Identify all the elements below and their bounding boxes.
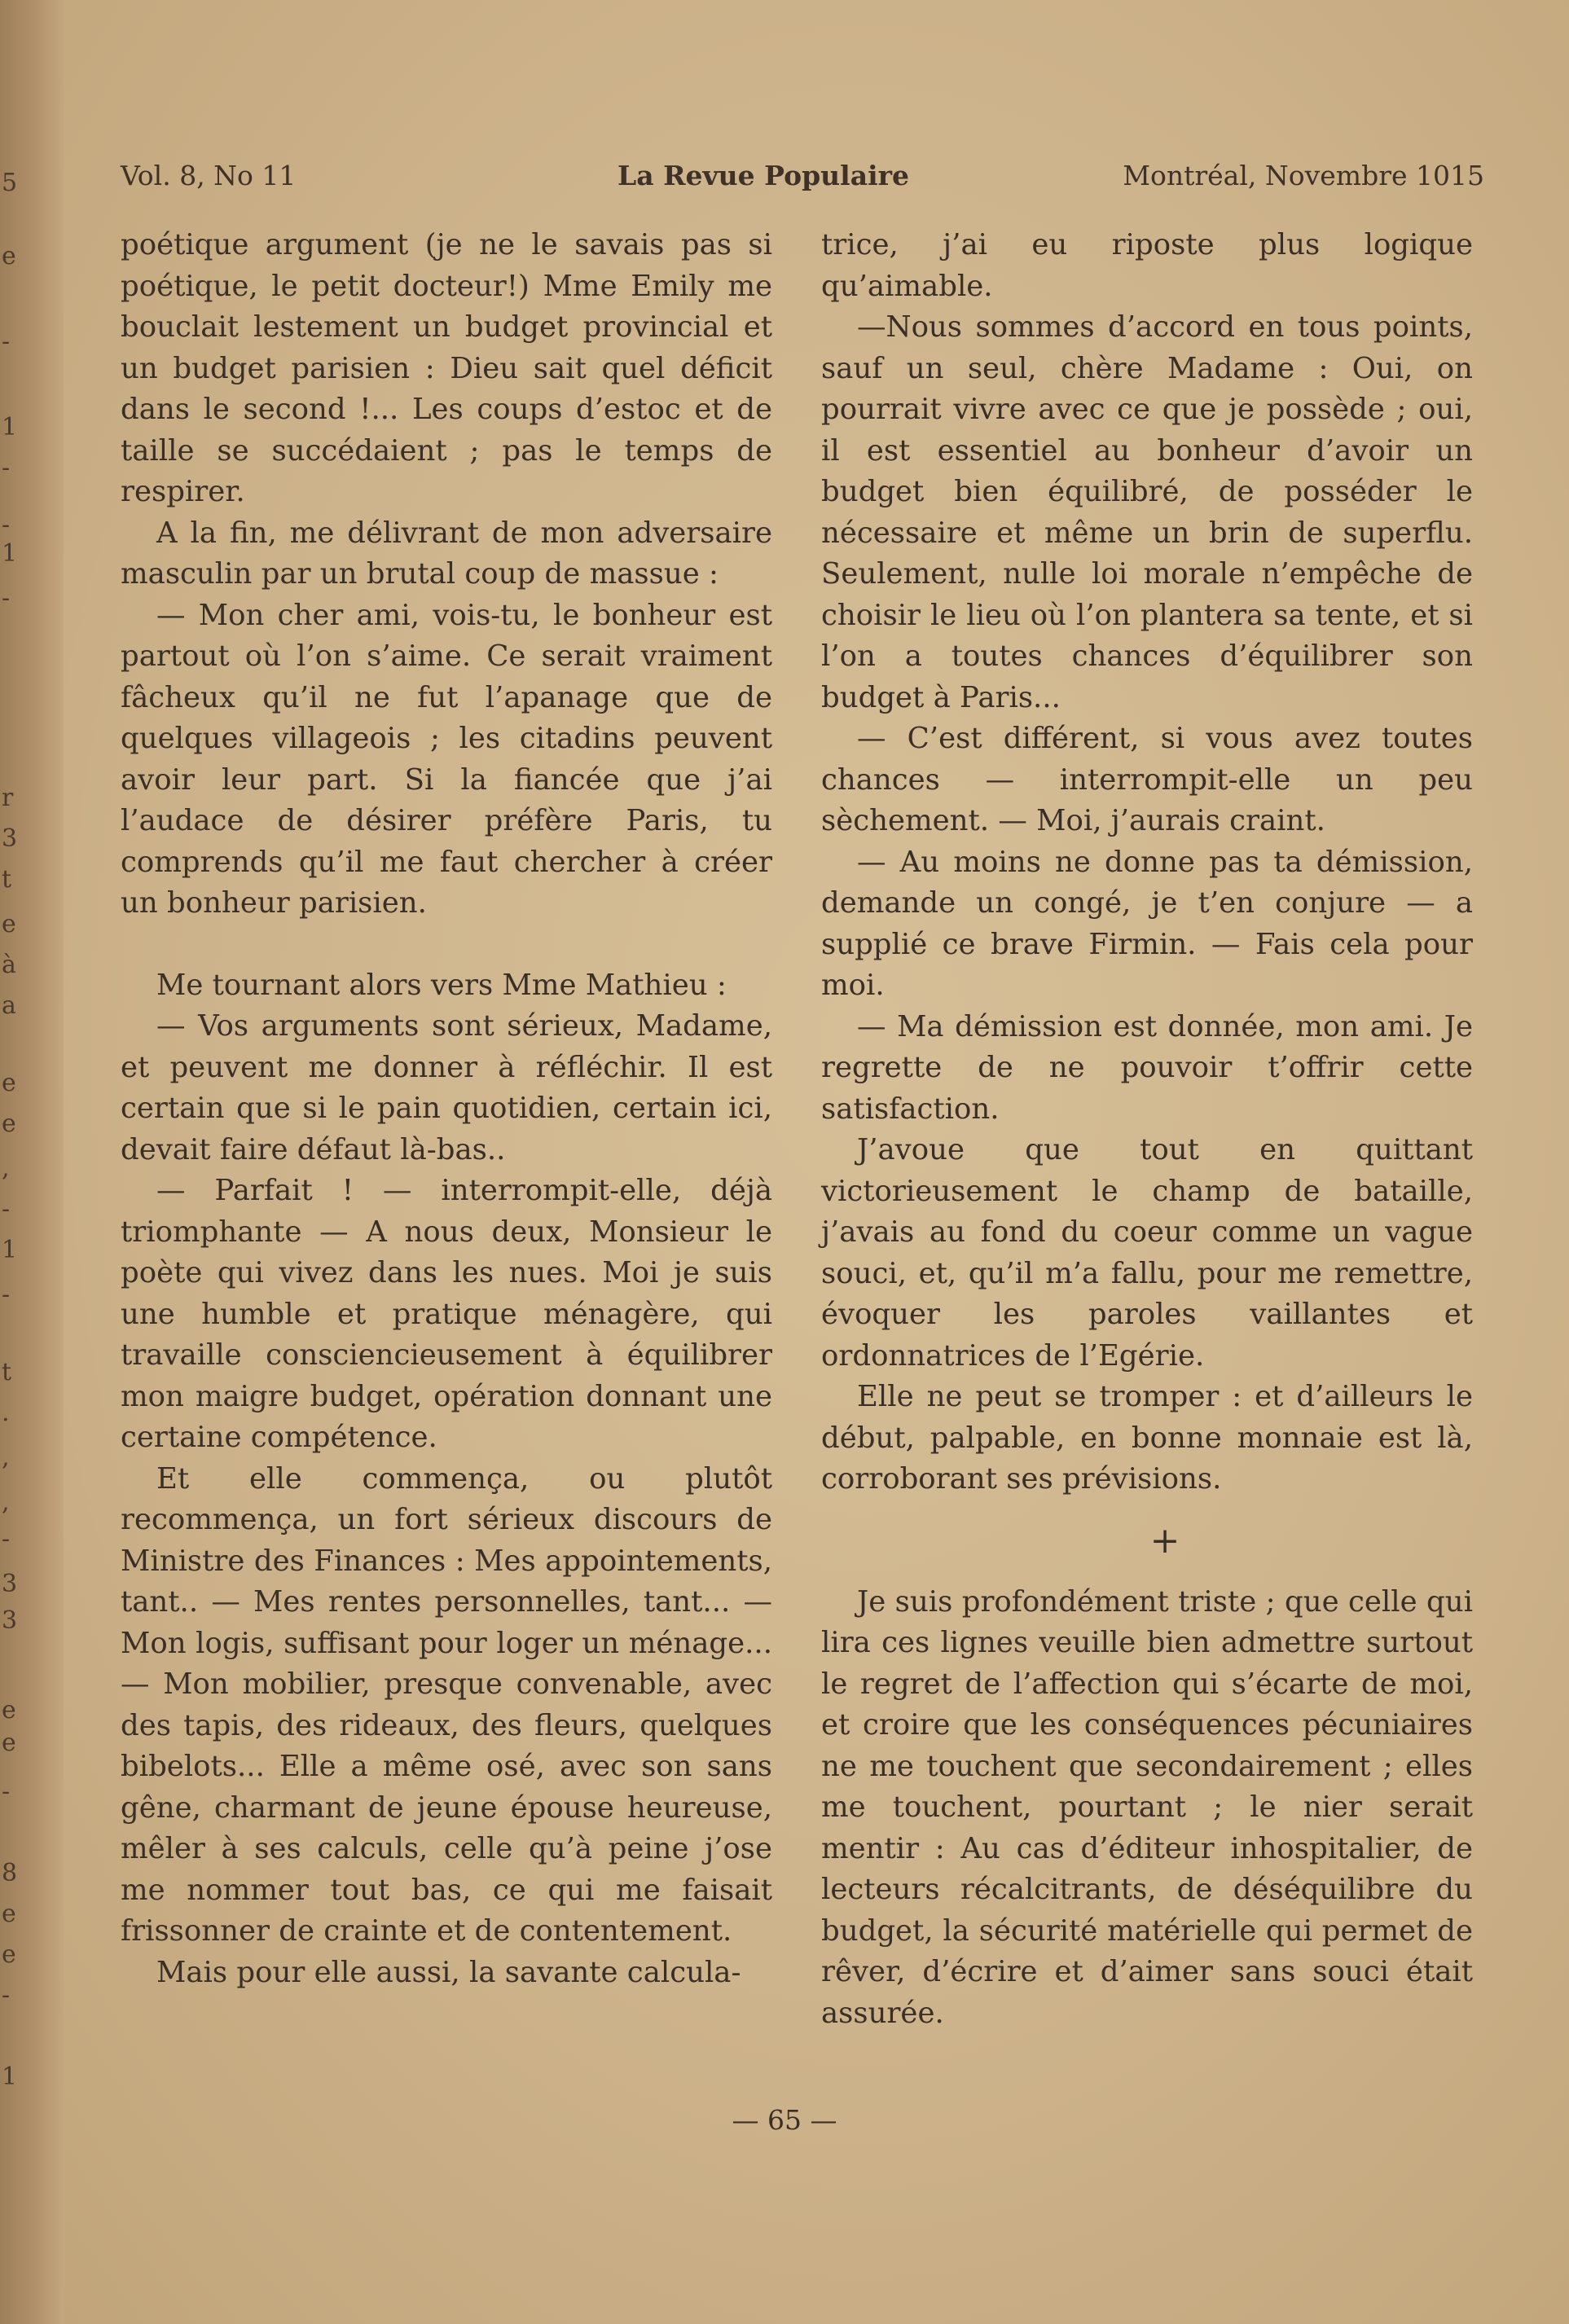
gutter-letter: a: [2, 991, 16, 1020]
gutter-letter: e: [2, 1069, 16, 1097]
gutter-letter: e: [2, 242, 16, 270]
paragraph: — Mon cher ami, vois-tu, le bonheur est partout où l’on s’aime. Ce serait vraiment fâcheux qu’il ne fut l’apanage que de quelques villageois ; les citadins peuvent avoir leur part. Si la fiancée que j’ai l’audace de désirer préfère Paris, tu comprends qu’il me faut chercher à créer un bonheur parisien.: [121, 598, 772, 920]
paragraph: — C’est différent, si vous avez toutes chances — interrompit-elle un peu sèchement. — Moi, j’aurais craint.: [821, 722, 1473, 837]
paragraph: Et elle commença, ou plutôt recommença, un fort sérieux discours de Ministre des Finances : Mes appointements, tant.. — Mes rentes personnelles, tant... — Mon logis, suffisant pour loger un ménage... — Mon mobilier, presque convenable, avec des tapis, des rideaux, des fleurs, quelques bibelots... Elle a même osé, avec son sans gêne, charmant de jeune épouse heureuse, mêler à ses calculs, celle qu’à peine j’ose me nommer tout bas, ce qui me faisait frissonner de crainte et de contentement.: [121, 1461, 772, 1948]
gutter-letter: 3: [2, 1606, 18, 1635]
paragraph: poétique argument (je ne le savais pas si poétique, le petit docteur!) Mme Emily me bouclait lestement un budget provincial et un budget parisien : Dieu sait quel déficit dans le second !... Les coups d’estoc et de taille se succédaient ; pas le temps de respirer.: [121, 228, 772, 508]
paragraph: — Ma démission est donnée, mon ami. Je regrette de ne pouvoir t’offrir cette satisfaction.: [821, 1009, 1473, 1126]
gutter-letter: 1: [2, 539, 18, 568]
gutter-letter: -: [2, 1281, 11, 1309]
gutter-letter: -: [2, 454, 11, 482]
gutter-letter: -: [2, 1195, 11, 1224]
paragraph: trice, j’ai eu riposte plus logique qu’aimable.: [821, 228, 1473, 303]
place-and-date: Montréal, Novembre 1015: [1123, 160, 1484, 191]
paragraph: —Nous sommes d’accord en tous points, sauf un seul, chère Madame : Oui, on pourrait vivre avec ce que je possède ; oui, il est essentiel au bonheur d’avoir un budget bien équilibré, de posséder le nécessaire et même un brin de superflu. Seulement, nulle loi morale n’empêche de choisir le lieu où l’on plantera sa tente, et si l’on a toutes chances d’équilibrer son budget à Paris...: [821, 310, 1473, 714]
paragraph: Elle ne peut se tromper : et d’ailleurs le début, palpable, en bonne monnaie est là, corroborant ses prévisions.: [821, 1380, 1473, 1496]
gutter-letter: e: [2, 910, 16, 938]
gutter-letter: -: [2, 511, 11, 539]
page-number: — 65 —: [732, 2104, 837, 2136]
gutter-letter: 1: [2, 1236, 18, 1264]
paragraph: Je suis profondément triste ; que celle qui lira ces lignes veuille bien admettre surtout le regret de l’affection qui s’écarte de moi, et croire que les conséquences pécuniaires ne me touchent que secondairement ; elles me touchent, pourtant ; le nier serait mentir : Au cas d’éditeur inhospitalier, de lecteurs récalcitrants, de déséquilibre du budget, la sécurité matérielle qui permet de rêver, d’écrire et d’aimer sans souci était assurée.: [821, 1584, 1473, 2030]
magazine-title: La Revue Populaire: [617, 160, 909, 191]
volume-number: Vol. 8, No 11: [121, 160, 297, 191]
gutter-letter: -: [2, 584, 11, 613]
paragraph: Me tournant alors vers Mme Mathieu :: [156, 968, 727, 1002]
gutter-letter: e: [2, 1940, 16, 1969]
gutter-letter: -: [2, 1777, 11, 1806]
gutter-letter: e: [2, 1729, 16, 1757]
gutter-letter: -: [2, 327, 11, 356]
paragraph: — Au moins ne donne pas ta démission, demande un congé, je t’en conjure — a supplié ce brave Firmin. — Fais cela pour moi.: [821, 845, 1473, 1002]
paragraph: — Parfait ! — interrompit-elle, déjà triomphante — A nous deux, Monsieur le poète qui vivez dans les nues. Moi je suis une humble et pratique ménagère, qui travaille consciencieusement à équilibrer mon maigre budget, opération donnant une certaine compétence.: [121, 1174, 772, 1454]
gutter-letter: 5: [2, 169, 18, 197]
right-text-column: [821, 225, 1473, 2034]
gutter-letter: e: [2, 1696, 16, 1724]
gutter-letter: 8: [2, 1859, 18, 1887]
paragraph: J’avoue que tout en quittant victorieusement le champ de bataille, j’avais au fond du coeur comme un vague souci, et, qu’il m’a fallu, pour me remettre, évoquer les paroles vaillantes et ordonnatrices de l’Egérie.: [821, 1133, 1473, 1373]
gutter-letter: e: [2, 1900, 16, 1928]
gutter-letter: ,: [2, 1443, 10, 1472]
gutter-letter: -: [2, 1525, 11, 1553]
gutter-letter: 1: [2, 2063, 18, 2091]
paragraph: — Vos arguments sont sérieux, Madame, et peuvent me donner à réfléchir. Il est certain que si le pain quotidien, certain ici, devait faire défaut là-bas..: [121, 1009, 772, 1166]
gutter-letter: 3: [2, 824, 18, 853]
gutter-letter: r: [2, 784, 14, 812]
gutter-letter: e: [2, 1109, 16, 1138]
gutter-letter: t: [2, 865, 12, 894]
gutter-letter: .: [2, 1399, 10, 1427]
paragraph: Mais pour elle aussi, la savante calcula-: [156, 1955, 741, 1989]
left-text-column: [121, 225, 772, 1993]
gutter-letter: ,: [2, 1154, 10, 1183]
running-header: [121, 160, 1484, 200]
gutter-letter: 3: [2, 1570, 18, 1598]
adjacent-page-edge-letters: [0, 0, 20, 2324]
gutter-letter: -: [2, 1981, 11, 2010]
gutter-letter: ,: [2, 1488, 10, 1517]
gutter-letter: 1: [2, 413, 18, 442]
paragraph: A la fin, me délivrant de mon adversaire masculin par un brutal coup de massue :: [121, 516, 772, 591]
gutter-letter: t: [2, 1358, 12, 1386]
gutter-letter: à: [2, 951, 16, 979]
section-separator: +: [1149, 1519, 1180, 1562]
binding-gutter: [0, 0, 64, 2324]
